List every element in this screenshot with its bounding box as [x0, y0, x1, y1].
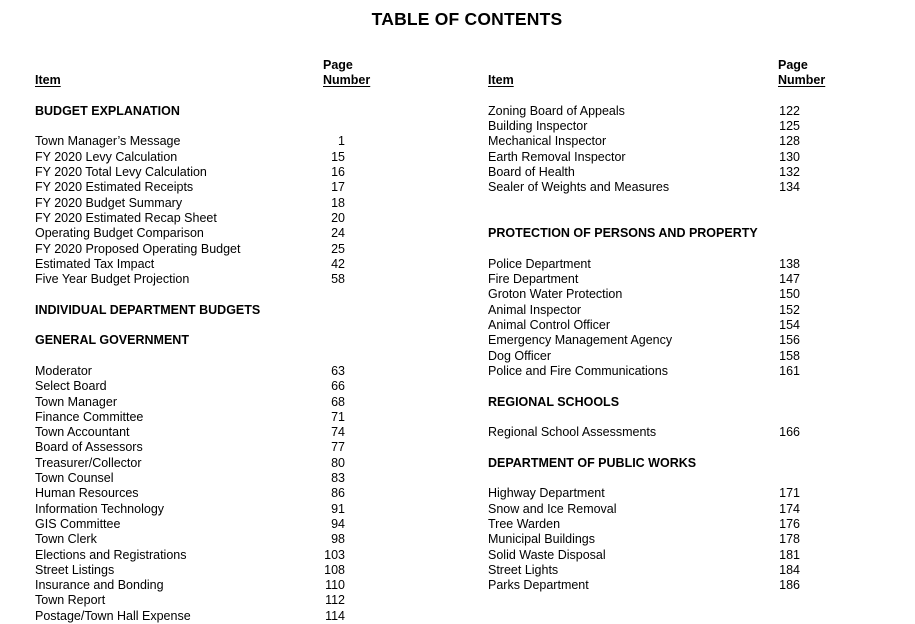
toc-item-row [35, 532, 375, 547]
toc-item-label: Building Inspector [488, 119, 588, 134]
page-number-cell [323, 134, 375, 149]
toc-page-number: 150 [779, 287, 800, 302]
toc-blank-row [488, 410, 830, 425]
toc-page-number: 166 [779, 425, 800, 440]
toc-page-number: 18 [331, 195, 345, 210]
toc-item-label: Municipal Buildings [488, 532, 596, 547]
toc-item-row [488, 425, 830, 440]
toc-item-row [35, 272, 375, 287]
toc-section-heading-row [488, 456, 830, 471]
page-number-cell [778, 287, 830, 302]
toc-blank-row [488, 471, 830, 486]
toc-page-number: 161 [779, 363, 800, 378]
toc-item-row [35, 548, 375, 563]
page-header-line1: Page [778, 58, 808, 72]
toc-item-label: Regional School Assessments [488, 425, 657, 440]
page-number-cell [778, 532, 830, 547]
toc-item-label: Police and Fire Communications [488, 363, 668, 378]
toc-item-label: FY 2020 Estimated Recap Sheet [35, 210, 217, 225]
toc-item-label: Police Department [488, 256, 591, 271]
page-number-cell [323, 532, 375, 547]
page-number-cell [323, 548, 375, 563]
toc-page-number: 114 [325, 608, 345, 623]
page-number-cell [323, 593, 375, 608]
toc-item-row [35, 395, 375, 410]
toc-item-label: GIS Committee [35, 516, 121, 531]
section-heading-label: GENERAL GOVERNMENT [35, 333, 189, 348]
toc-page-number: 174 [779, 501, 800, 516]
page-number-cell [778, 134, 830, 149]
column-header-left [35, 58, 375, 89]
page-number-cell [778, 502, 830, 517]
page-number-cell [323, 425, 375, 440]
toc-blank-row [35, 318, 375, 333]
page-number-cell [323, 226, 375, 241]
toc-page-number: 20 [331, 210, 345, 225]
toc-column-left [35, 58, 375, 624]
toc-item-label: Select Board [35, 379, 107, 394]
page-number-cell [778, 303, 830, 318]
page-number-cell [323, 211, 375, 226]
toc-item-row [488, 486, 830, 501]
page-number-cell [323, 578, 375, 593]
page-header-line2: Number [323, 73, 371, 88]
toc-column-right [488, 58, 830, 593]
toc-item-row [35, 242, 375, 257]
toc-item-label: FY 2020 Proposed Operating Budget [35, 241, 241, 256]
toc-section-heading-row [35, 104, 375, 119]
toc-item-label: Animal Control Officer [488, 318, 611, 333]
toc-item-label: FY 2020 Budget Summary [35, 195, 183, 210]
toc-blank-row [488, 440, 830, 455]
toc-item-row [35, 196, 375, 211]
toc-item-row [35, 257, 375, 272]
page-number-cell [778, 165, 830, 180]
toc-item-row [488, 119, 830, 134]
toc-page-number: 158 [779, 348, 800, 363]
toc-item-row [35, 150, 375, 165]
toc-item-label: Treasurer/Collector [35, 455, 142, 470]
toc-page-number: 94 [331, 516, 345, 531]
toc-item-label: Town Report [35, 593, 106, 608]
page-number-cell [778, 548, 830, 563]
column-header-right [488, 58, 830, 89]
page-number-cell [778, 349, 830, 364]
toc-page-number: 91 [331, 501, 345, 516]
toc-item-label: Animal Inspector [488, 302, 582, 317]
toc-item-row [35, 440, 375, 455]
toc-page-number: 74 [331, 425, 345, 440]
toc-item-row [35, 486, 375, 501]
page-number-cell [778, 257, 830, 272]
toc-page-number: 42 [331, 256, 345, 271]
toc-item-row [35, 578, 375, 593]
toc-page-number: 186 [779, 578, 800, 593]
toc-item-row [488, 104, 830, 119]
page-number-cell [778, 333, 830, 348]
page-number-cell [778, 104, 830, 119]
page-number-cell [323, 609, 375, 624]
page-number-cell [778, 119, 830, 134]
toc-item-row [35, 456, 375, 471]
toc-page-number: 128 [779, 134, 800, 149]
toc-entries-right [488, 104, 830, 594]
toc-page-number: 24 [331, 226, 345, 241]
toc-item-label: Street Lights [488, 562, 559, 577]
page-number-cell [323, 364, 375, 379]
toc-item-label: Estimated Tax Impact [35, 256, 155, 271]
page-number-cell [778, 364, 830, 379]
toc-page-number: 112 [325, 593, 345, 608]
section-heading-label: BUDGET EXPLANATION [35, 103, 180, 118]
page-number-cell [323, 395, 375, 410]
page-number-cell [323, 196, 375, 211]
toc-item-label: Town Clerk [35, 532, 97, 547]
toc-page-number: 25 [331, 241, 345, 256]
toc-item-label: Board of Assessors [35, 440, 143, 455]
toc-page-number: 58 [331, 272, 345, 287]
toc-item-row [488, 165, 830, 180]
page-number-cell [323, 563, 375, 578]
toc-item-row [488, 257, 830, 272]
toc-item-label: Town Accountant [35, 425, 130, 440]
page-title: TABLE OF CONTENTS [371, 9, 563, 29]
toc-page-number: 1 [338, 134, 345, 149]
toc-page-number: 16 [331, 165, 345, 180]
toc-page-number: 181 [779, 547, 800, 562]
page-number-cell [323, 150, 375, 165]
page-number-cell [778, 563, 830, 578]
page-number-cell [323, 456, 375, 471]
toc-item-row [488, 563, 830, 578]
toc-item-row [35, 502, 375, 517]
page-number-cell [323, 517, 375, 532]
toc-blank-row [35, 119, 375, 134]
page-number-cell [323, 242, 375, 257]
toc-item-label: Zoning Board of Appeals [488, 103, 625, 118]
toc-blank-row [488, 211, 830, 226]
toc-page-number: 66 [331, 379, 345, 394]
toc-page-number: 86 [331, 486, 345, 501]
page-number-cell [323, 165, 375, 180]
toc-page-number: 178 [779, 532, 800, 547]
toc-item-label: Moderator [35, 363, 92, 378]
toc-blank-row [35, 287, 375, 302]
page-number-cell [323, 440, 375, 455]
toc-page-number: 156 [779, 333, 800, 348]
toc-page-number: 147 [779, 272, 800, 287]
toc-item-label: Fire Department [488, 272, 579, 287]
toc-page-number: 108 [324, 562, 345, 577]
toc-section-heading-row [488, 226, 830, 241]
toc-section-heading-row [35, 333, 375, 348]
toc-item-row [488, 548, 830, 563]
page-number-cell [778, 272, 830, 287]
toc-page-number: 138 [779, 256, 800, 271]
toc-item-label: Highway Department [488, 486, 605, 501]
toc-item-label: Sealer of Weights and Measures [488, 180, 670, 195]
toc-page-number: 184 [779, 562, 800, 577]
toc-item-label: Earth Removal Inspector [488, 149, 626, 164]
toc-page-number: 132 [779, 165, 800, 180]
toc-item-row [488, 272, 830, 287]
toc-blank-row [488, 196, 830, 211]
toc-item-row [35, 410, 375, 425]
toc-blank-row [35, 349, 375, 364]
toc-item-row [35, 379, 375, 394]
section-heading-label: REGIONAL SCHOOLS [488, 394, 620, 409]
toc-item-row [35, 211, 375, 226]
toc-item-row [488, 303, 830, 318]
toc-page-number: 130 [779, 149, 800, 164]
toc-page-number: 80 [331, 455, 345, 470]
toc-item-row [488, 134, 830, 149]
toc-item-label: Mechanical Inspector [488, 134, 607, 149]
page-number-cell [778, 578, 830, 593]
page-number-cell [323, 257, 375, 272]
toc-item-label: Postage/Town Hall Expense [35, 608, 191, 623]
page-header-line1: Page [323, 58, 353, 72]
toc-item-label: Dog Officer [488, 348, 551, 363]
toc-blank-row [488, 379, 830, 394]
toc-page-number: 71 [331, 409, 345, 424]
toc-page-number: 103 [324, 547, 345, 562]
item-column-header: Item [35, 73, 61, 88]
toc-item-label: Parks Department [488, 578, 589, 593]
toc-page-number: 63 [331, 363, 345, 378]
toc-item-row [35, 517, 375, 532]
toc-item-label: Information Technology [35, 501, 165, 516]
toc-item-label: FY 2020 Total Levy Calculation [35, 165, 207, 180]
toc-page-number: 152 [779, 302, 800, 317]
page-number-cell [778, 318, 830, 333]
toc-item-row [35, 180, 375, 195]
page-number-cell [323, 410, 375, 425]
toc-item-label: Emergency Management Agency [488, 333, 673, 348]
toc-item-label: Operating Budget Comparison [35, 226, 204, 241]
toc-item-row [35, 425, 375, 440]
toc-page-number: 125 [779, 119, 800, 134]
toc-item-row [35, 226, 375, 241]
toc-page-number: 17 [331, 180, 345, 195]
page-number-cell [323, 502, 375, 517]
toc-item-label: Human Resources [35, 486, 139, 501]
toc-item-label: Five Year Budget Projection [35, 272, 190, 287]
toc-section-heading-row [488, 395, 830, 410]
toc-item-label: Solid Waste Disposal [488, 547, 606, 562]
toc-item-label: Street Listings [35, 562, 115, 577]
toc-page-number: 68 [331, 394, 345, 409]
toc-item-row [488, 287, 830, 302]
toc-page-number: 15 [331, 149, 345, 164]
page-number-cell [323, 379, 375, 394]
page-number-cell [778, 486, 830, 501]
page-number-cell [323, 486, 375, 501]
toc-page-number: 110 [325, 578, 345, 593]
toc-item-label: Finance Committee [35, 409, 144, 424]
toc-item-label: FY 2020 Levy Calculation [35, 149, 178, 164]
toc-item-row [488, 364, 830, 379]
page-number-cell [323, 471, 375, 486]
toc-page-number: 176 [779, 516, 800, 531]
page-number-cell [323, 180, 375, 195]
toc-item-label: Groton Water Protection [488, 287, 623, 302]
toc-entries-left [35, 104, 375, 624]
toc-item-row [35, 609, 375, 624]
toc-item-label: FY 2020 Estimated Receipts [35, 180, 194, 195]
toc-page-number: 77 [331, 440, 345, 455]
section-heading-label: DEPARTMENT OF PUBLIC WORKS [488, 455, 697, 470]
page-number-column-header [778, 58, 830, 89]
toc-item-row [488, 180, 830, 195]
toc-page-number: 134 [779, 180, 800, 195]
toc-item-label: Town Manager [35, 394, 117, 409]
section-heading-label: INDIVIDUAL DEPARTMENT BUDGETS [35, 302, 261, 317]
toc-item-label: Tree Warden [488, 516, 561, 531]
toc-item-row [488, 333, 830, 348]
toc-item-row [488, 502, 830, 517]
toc-page-number: 98 [331, 532, 345, 547]
toc-page-number: 83 [331, 471, 345, 486]
toc-item-row [488, 150, 830, 165]
toc-page-number: 154 [779, 318, 800, 333]
toc-item-label: Elections and Registrations [35, 547, 187, 562]
toc-section-heading-row [35, 303, 375, 318]
toc-item-label: Board of Health [488, 165, 575, 180]
page-number-cell [778, 180, 830, 195]
page-number-cell [778, 517, 830, 532]
toc-page-number: 122 [779, 103, 800, 118]
page-number-cell [778, 425, 830, 440]
toc-item-row [488, 517, 830, 532]
page-number-cell [323, 272, 375, 287]
toc-page-number: 171 [779, 486, 800, 501]
page-number-column-header [323, 58, 375, 89]
toc-item-label: Insurance and Bonding [35, 578, 164, 593]
toc-blank-row [488, 242, 830, 257]
toc-item-row [35, 165, 375, 180]
toc-item-row [488, 349, 830, 364]
page-header-line2: Number [778, 73, 826, 88]
toc-item-row [35, 563, 375, 578]
toc-item-row [35, 364, 375, 379]
toc-item-row [35, 134, 375, 149]
toc-item-row [488, 532, 830, 547]
toc-item-row [35, 593, 375, 608]
toc-item-row [488, 578, 830, 593]
toc-item-label: Town Counsel [35, 471, 114, 486]
page-number-cell [778, 150, 830, 165]
toc-item-row [35, 471, 375, 486]
toc-item-label: Town Manager’s Message [35, 134, 181, 149]
item-column-header: Item [488, 73, 514, 88]
toc-item-row [488, 318, 830, 333]
toc-item-label: Snow and Ice Removal [488, 501, 617, 516]
section-heading-label: PROTECTION OF PERSONS AND PROPERTY [488, 226, 758, 241]
